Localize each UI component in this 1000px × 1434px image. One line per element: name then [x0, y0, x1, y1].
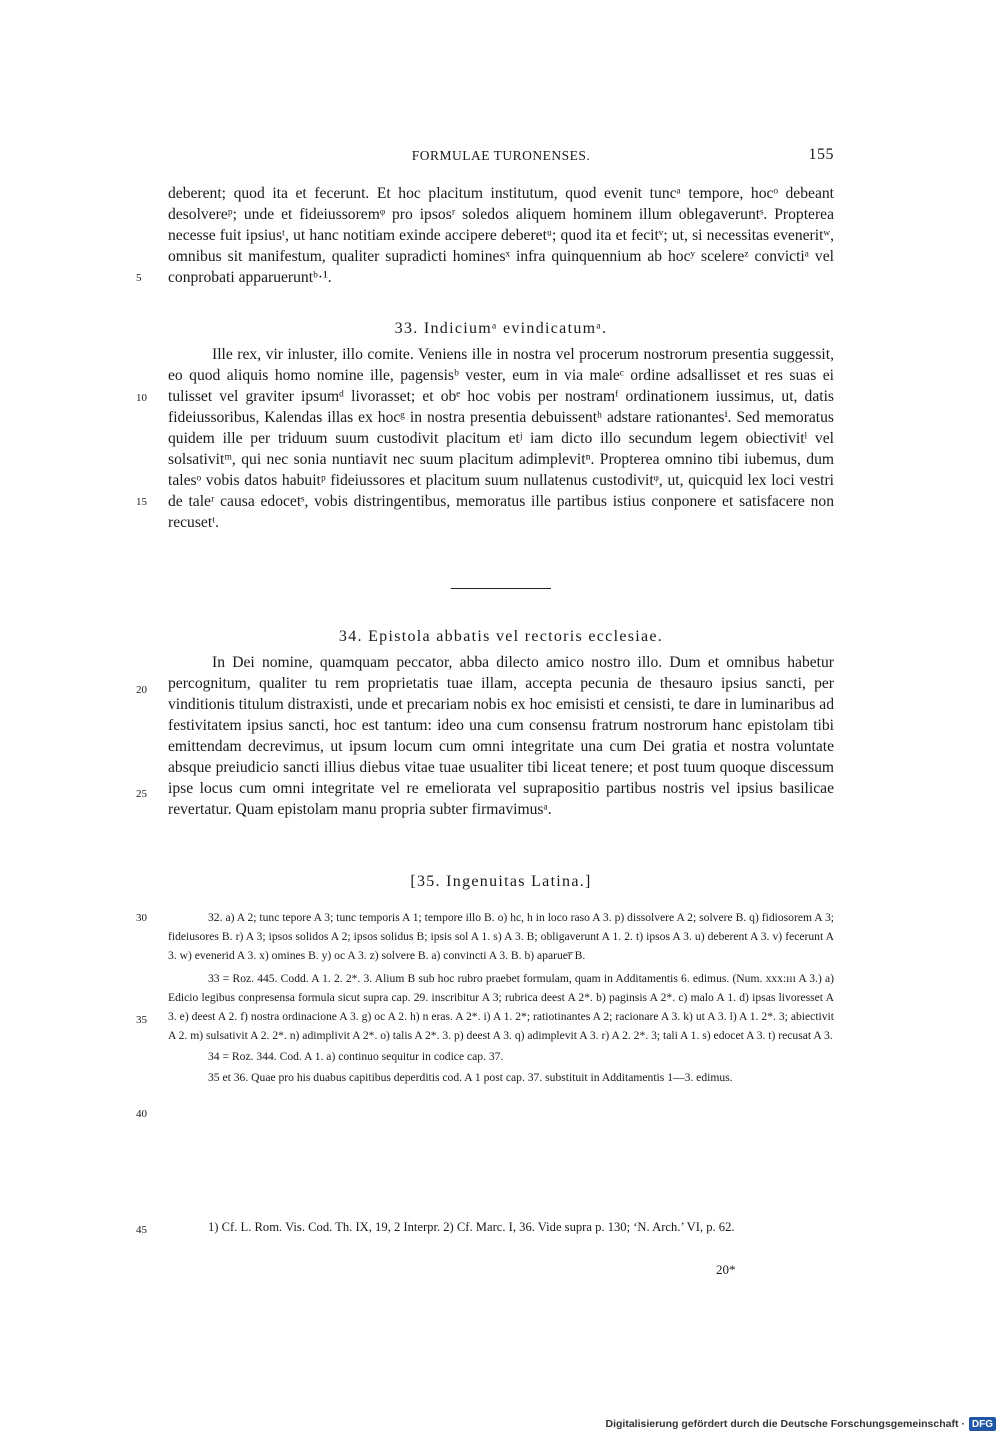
- dfg-logo: DFG: [969, 1417, 996, 1431]
- line-number: 30: [136, 912, 147, 924]
- heading-formula-34: 34. Epistola abbatis vel rectoris ecclesiae.: [338, 628, 664, 645]
- formula-33-text: [168, 344, 834, 533]
- line-number: 10: [136, 392, 147, 404]
- footnotes: [168, 1217, 834, 1237]
- digitization-footer: [580, 1414, 1000, 1434]
- note-35: 35 et 36. Quae pro his duabus capitibus deperditis cod. A 1 post cap. 37. substituit in Additamentis 1—3. edimus.: [208, 1071, 733, 1084]
- note-33: 33 = Roz. 445. Codd. A 1. 2. 2*. 3. Alium B sub hoc rubro praebet formulam, quam in Additamentis 6. edimus. (Num. xxx:ııı A 3.) a) Edicio legibus conpresensa formula sicut supra cap. 29. inscribitur A 3; rubrica deest A 2*. b) paginsis A 2*. c) malo A 1. d) ipsas livoresset A 3. e) deest A 2. f) nostra ordinacione A 3. g) oc A 2. h) n eras. A 2*. i) A 1. 2*; ratiotinantes A 2; racionare A 3. k) ut A 3. l) A 1. 2*. 3; abiectivit A 2. m) sulsativit A 2. 2*. n) adimplivit A 2*. o) talis A 2*. 3. p) deest A 3. q) adimplevit A 3. r) A 2. 2*. 3; tali A 1. s) edocet A 3. t) recusat A 3.: [168, 972, 834, 1042]
- line-number: 45: [136, 1224, 147, 1236]
- critical-apparatus: [168, 908, 834, 1087]
- running-head: [168, 148, 834, 170]
- paragraph: Ille rex, vir inluster, illo comite. Veniens ille in nostra vel procerum nostrorum presentia suggessit, eo quod aliquis homo nomine ille, pagensisᵇ vester, eum in via maleᶜ ordine adsallisset et res suas ei tulisset vel graviter ipsumᵈ livorasset; et obᵉ hoc vobis per nostramᶠ ordinationem iussimus, ut, datis fideiussoribus, Kalendas illas ex hocᵍ in nostra presentia debuissentʰ adstare rationantesⁱ. Sed memoratus quidem ille per triduum suum custodivit placitum etʲ iam dicto illo secundum legem obiectivitˡ vel solsativitᵐ, qui nec sonia nuntiavit nec suum placitum adimplevitⁿ. Propterea omnino tibi iubemus, dum talesᵒ vobis datos habuitᵖ fideiussores et placitum suum nullatenus custodivitᵠ, ut, quicquid lex loci vestri de taleʳ causa edocetˢ, vobis distringentibus, memoratus ille partibus istius conponere et satisfacere non recusetᵗ.: [168, 346, 834, 531]
- footer-text: Digitalisierung gefördert durch die Deutsche Forschungsgemeinschaft ·: [605, 1418, 965, 1430]
- line-number: 20: [136, 684, 147, 696]
- running-head-title: FORMULAE TURONENSES.: [411, 148, 591, 163]
- line-number: 5: [136, 272, 142, 284]
- section-divider: [451, 588, 551, 589]
- page-number: 155: [808, 146, 834, 163]
- signature-mark: 20*: [716, 1262, 736, 1277]
- formula-34-text: [168, 652, 834, 820]
- line-number: 25: [136, 788, 147, 800]
- heading-formula-33: 33. Indiciumᵃ evindicatumᵃ.: [394, 320, 608, 337]
- formula-32-continuation: [168, 183, 834, 288]
- note-34: 34 = Roz. 344. Cod. A 1. a) continuo sequitur in codice cap. 37.: [208, 1050, 504, 1063]
- line-number: 40: [136, 1108, 147, 1120]
- line-number: 15: [136, 496, 147, 508]
- paragraph: deberent; quod ita et fecerunt. Et hoc placitum institutum, quod evenit tuncᵃ tempore, hocᵒ debeant desolvereᵖ; unde et fideiussoremᵠ pro ipsosʳ soledos aliquem hominem illum oblegaveruntˢ. Propterea necesse fuit ipsiusᵗ, ut hanc notitiam exinde accipere deberetᵘ; quod ita et fecitᵛ; ut, si necessitas eveneritʷ, omnibus sit manifestum, qualiter supradicti hominesˣ infra quinquennium ab hocʸ scelereᶻ convictiᵃ vel conprobati apparueruntᵇ·¹.: [168, 185, 834, 286]
- paragraph: In Dei nomine, quamquam peccator, abba dilecto amico nostro illo. Dum et omnibus habetur percognitum, qualiter tu rem proprietatis tuae illam, accepta pecunia de thesauro ipsius sancti, per vinditionis titulum distraxisti, unde et precariam nobis ex hoc emisisti et censisti, te dare in luminaribus ad festivitatem ipsius sancti, hoc est tantum: ideo una cum consensu fratrum nostrorum hanc epistolam tibi emittendam decrevimus, ut ipsum locum cum omni integritate una cum Dei gratia et nostra voluntate absque preiudicio sancti illius diebus vitae tuae usualiter tibi liceat tenere; et post tuum quoque discessum ipse locus cum omni integritate vel re emeliorata vel suprapositio partibus nostris vel ipsius basilicae revertatur. Quam epistolam manu propria subter firmavimusᵃ.: [168, 654, 834, 818]
- heading-formula-35: [35. Ingenuitas Latina.]: [410, 873, 592, 890]
- line-number: 35: [136, 1014, 147, 1026]
- note-32: 32. a) A 2; tunc tepore A 3; tunc temporis A 1; tempore illo B. o) hc, h in loco raso A 3. p) dissolvere A 2; solvere B. q) fidiosorem A 3; fideiusores B. r) A 3; ipsos solidos A 2; ipsos solidus B; ipsis sol A 1. s) A 3. B; obligaverunt A 1. 2. t) ipsos A 3. u) deberent A 3. v) fecerunt A 3. w) evenerid A 3. x) omines B. y) oc A 3. z) solvere B. a) convincti A 3. B. b) aparuer̅ B.: [168, 911, 834, 962]
- footnote-text: 1) Cf. L. Rom. Vis. Cod. Th. IX, 19, 2 Interpr. 2) Cf. Marc. I, 36. Vide supra p. 130; ‘N. Arch.’ VI, p. 62.: [208, 1220, 735, 1234]
